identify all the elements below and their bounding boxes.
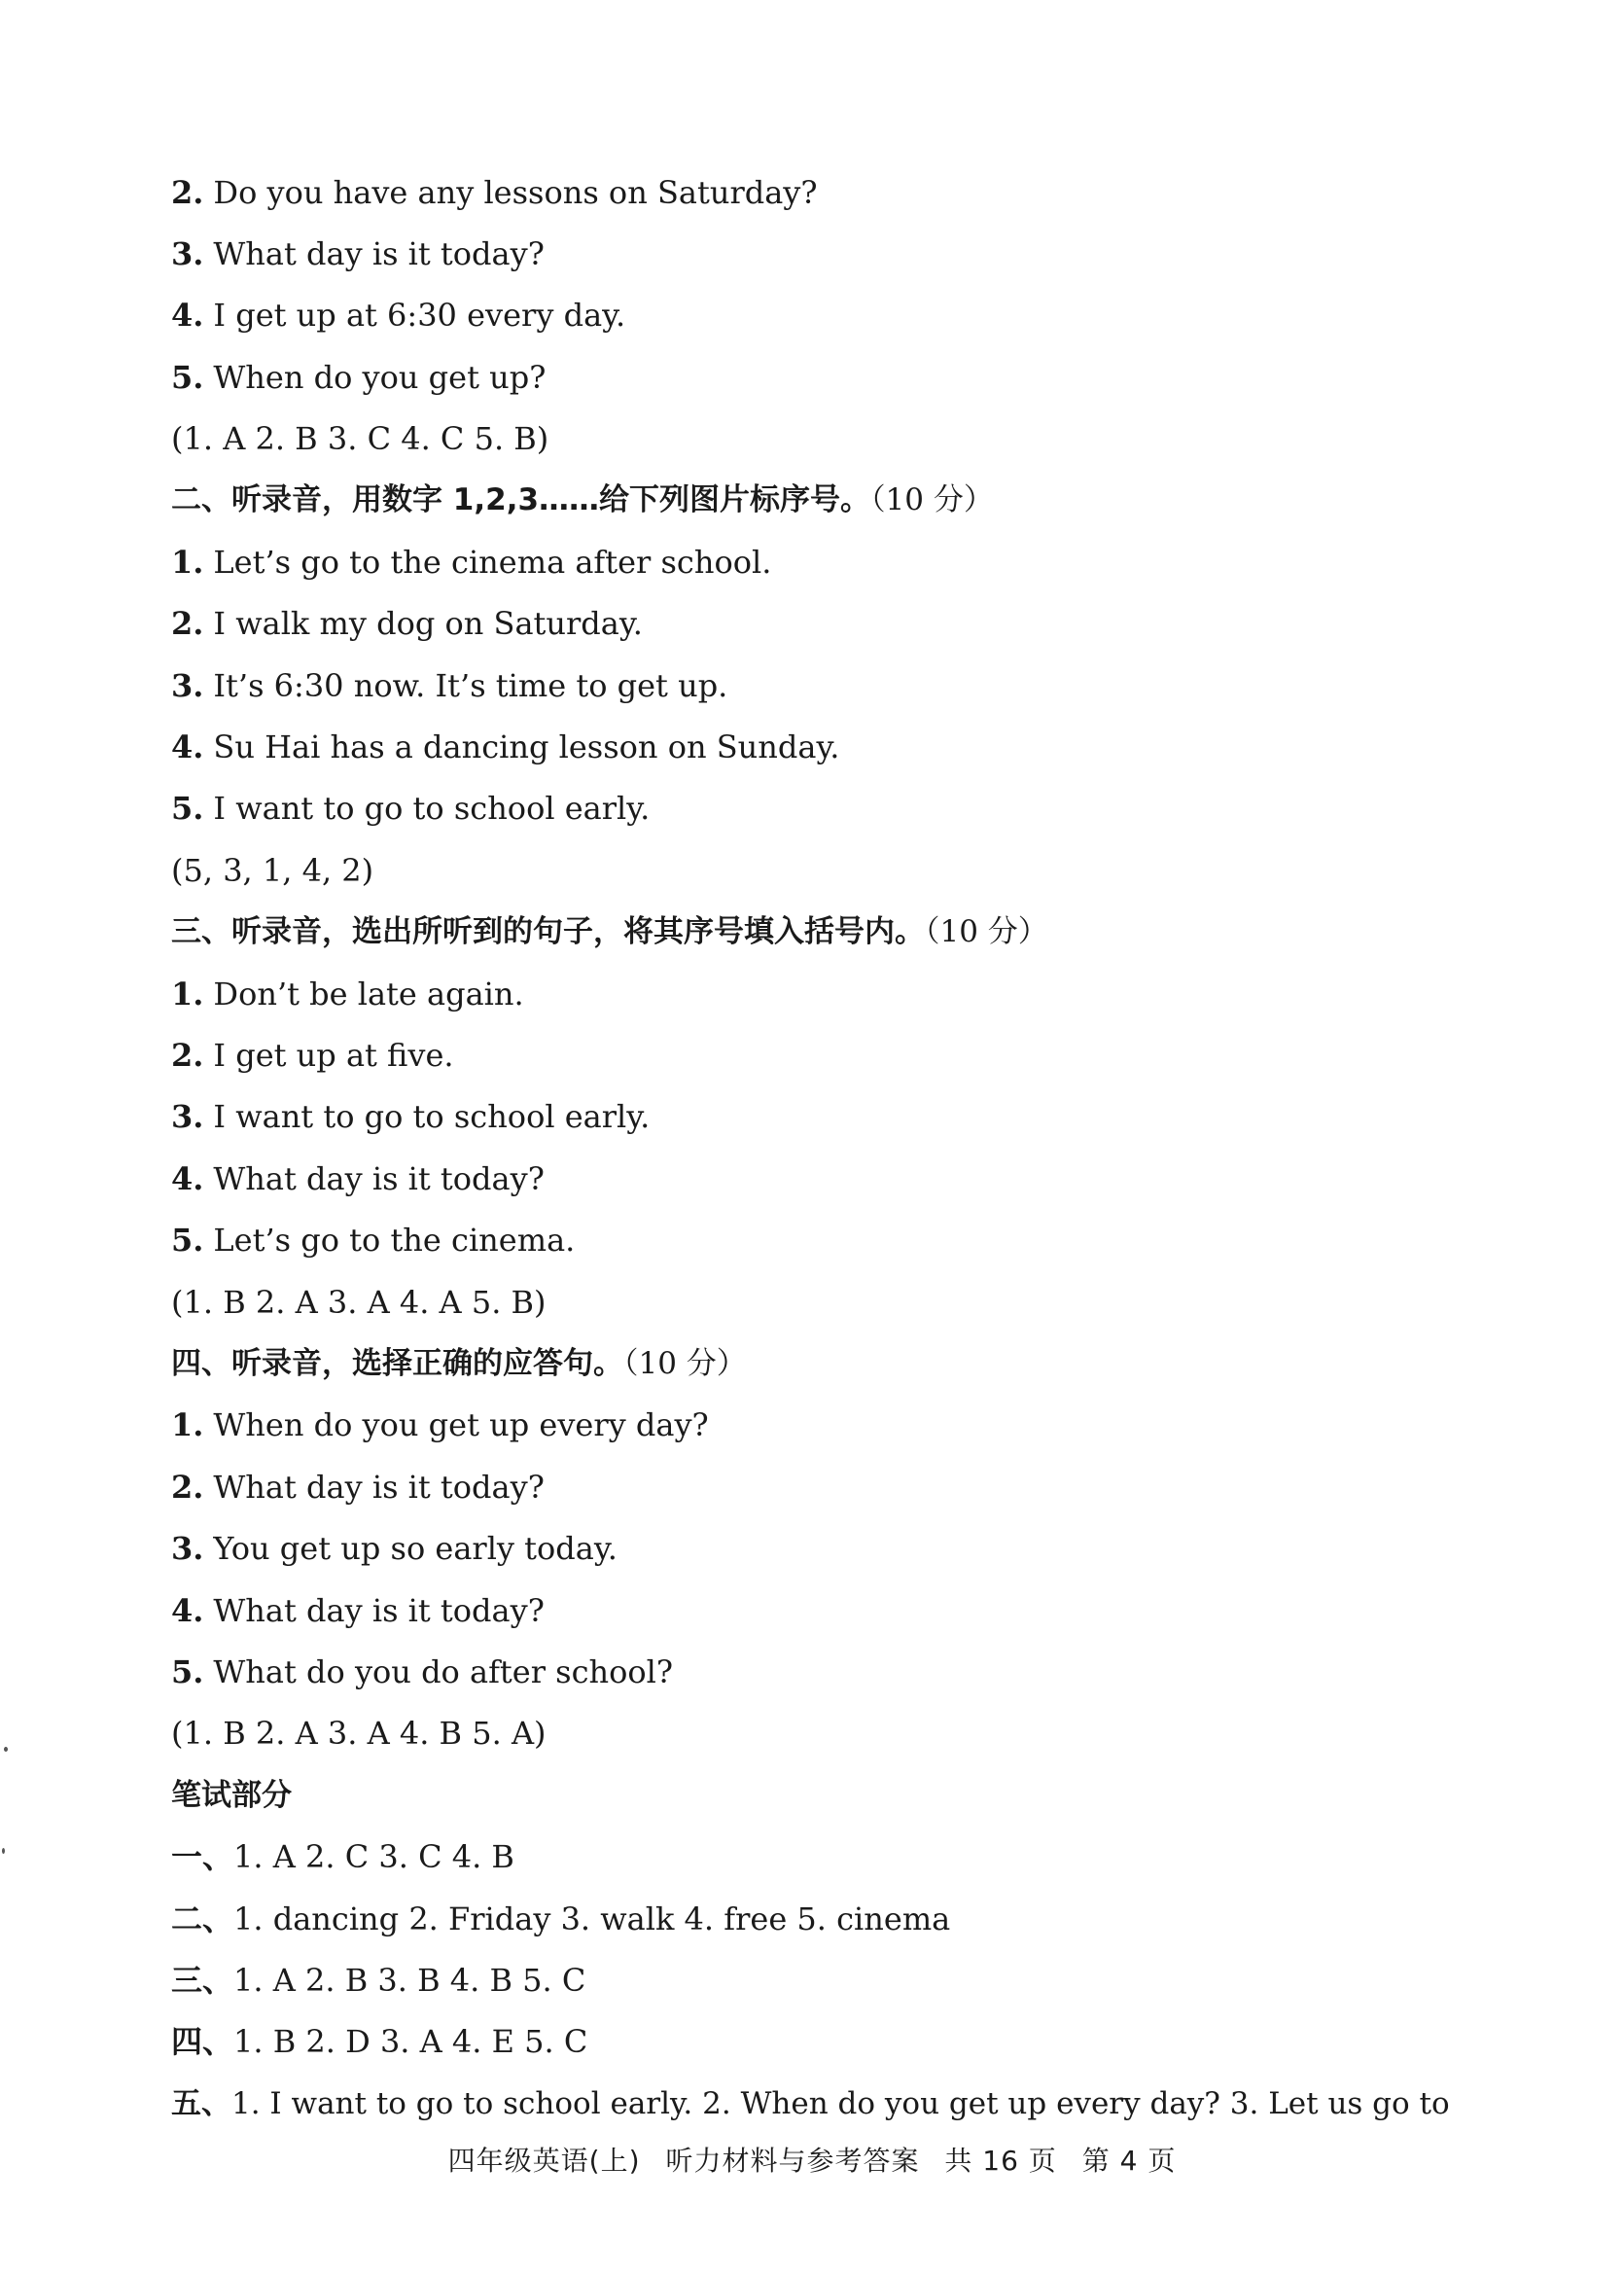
list-item: 1. When do you get up every day? xyxy=(171,1406,709,1443)
footer-total-pages: 共 16 页 xyxy=(944,2145,1057,2177)
page-footer xyxy=(0,2140,1624,2179)
section-heading: 四、听录音，选择正确的应答句。（10 分） xyxy=(171,1346,747,1381)
list-item: 1. Let’s go to the cinema after school. xyxy=(171,544,772,581)
section-heading: 三、听录音，选出所听到的句子，将其序号填入括号内。（10 分） xyxy=(171,914,1048,949)
footer-book-title: 四年级英语(上) xyxy=(447,2145,641,2177)
list-item: 5. Let’s go to the cinema. xyxy=(171,1222,576,1259)
scan-speck xyxy=(2,1848,5,1854)
list-item: 2. What day is it today? xyxy=(171,1469,545,1506)
footer-subtitle: 听力材料与参考答案 xyxy=(665,2145,920,2177)
footer-page-number: 第 4 页 xyxy=(1081,2145,1177,2177)
written-answer-row: 四、1. B 2. D 3. A 4. E 5. C xyxy=(171,2023,588,2060)
list-item: 4. Su Hai has a dancing lesson on Sunday. xyxy=(171,728,840,765)
scan-speck xyxy=(4,1747,8,1752)
written-answer-row: 一、1. A 2. C 3. C 4. B xyxy=(171,1838,514,1875)
section-heading: 二、听录音，用数字 1,2,3……给下列图片标序号。（10 分） xyxy=(171,482,994,517)
answer-key: (1. A 2. B 3. C 4. C 5. B) xyxy=(171,420,549,457)
list-item: 4. What day is it today? xyxy=(171,1160,545,1197)
list-item: 3. What day is it today? xyxy=(171,235,545,272)
written-section-heading: 笔试部分 xyxy=(171,1778,292,1813)
written-answer-row: 二、1. dancing 2. Friday 3. walk 4. free 5. cinema xyxy=(171,1900,951,1937)
list-item: 4. What day is it today? xyxy=(171,1592,545,1629)
list-item: 3. I want to go to school early. xyxy=(171,1098,651,1135)
written-answer-row: 三、1. A 2. B 3. B 4. B 5. C xyxy=(171,1962,586,1999)
list-item: 2. I walk my dog on Saturday. xyxy=(171,605,643,642)
list-item: 4. I get up at 6:30 every day. xyxy=(171,297,626,334)
written-answer-row: 五、1. I want to go to school early. 2. When do you get up every day? 3. Let us go to xyxy=(171,2086,1450,2121)
list-item: 5. What do you do after school? xyxy=(171,1653,674,1690)
list-item: 5. I want to go to school early. xyxy=(171,790,651,827)
list-item: 1. Don’t be late again. xyxy=(171,976,524,1012)
answer-key: (5, 3, 1, 4, 2) xyxy=(171,852,374,889)
list-item: 5. When do you get up? xyxy=(171,359,547,396)
list-item: 2. Do you have any lessons on Saturday? xyxy=(171,174,818,211)
list-item: 2. I get up at five. xyxy=(171,1037,454,1074)
list-item: 3. You get up so early today. xyxy=(171,1530,618,1567)
answer-key: (1. B 2. A 3. A 4. A 5. B) xyxy=(171,1284,547,1321)
answer-key: (1. B 2. A 3. A 4. B 5. A) xyxy=(171,1715,547,1752)
list-item: 3. It’s 6:30 now. It’s time to get up. xyxy=(171,667,728,704)
